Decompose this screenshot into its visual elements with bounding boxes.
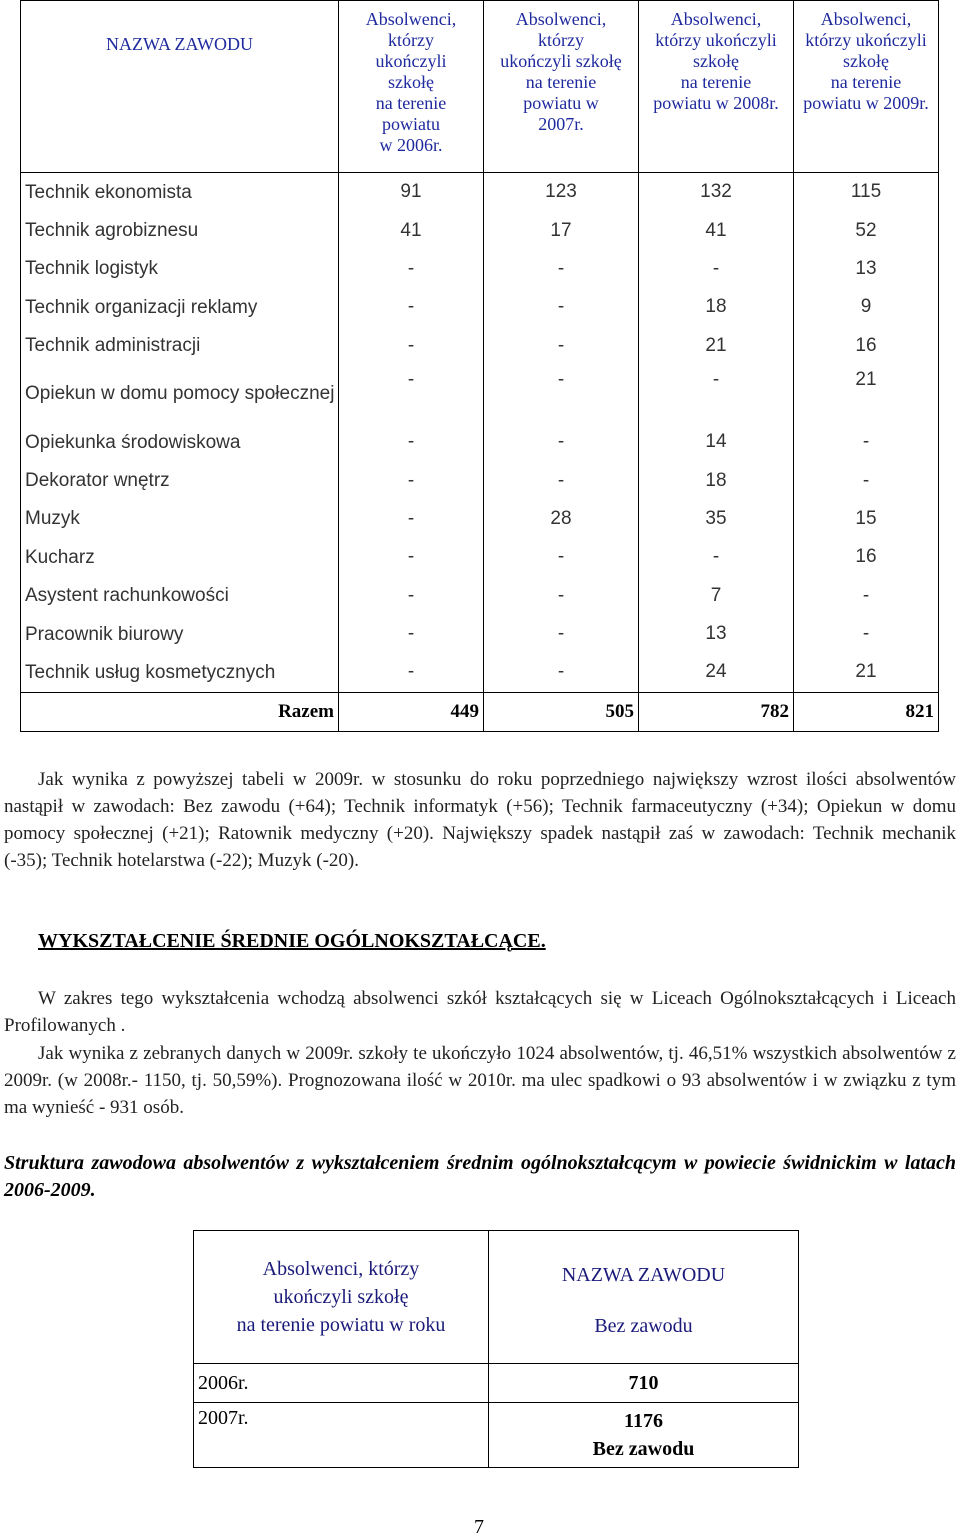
value-cell: 710 [489, 1364, 799, 1403]
value-cell: 13 [639, 615, 794, 653]
value-cell: 18 [639, 288, 794, 326]
value-cell: - [339, 365, 484, 423]
table-row [21, 538, 939, 576]
value-cell: - [339, 423, 484, 461]
profession-name: Technik usług kosmetycznych [21, 653, 339, 692]
page-number: 7 [474, 1516, 484, 1538]
header-year: Absolwenci, którzy ukończyli szkołę na terenie powiatu w roku [194, 1231, 489, 1364]
value-cell: - [639, 538, 794, 576]
value-cell: - [484, 461, 639, 499]
value-cell: 123 [484, 173, 639, 212]
header-profession: NAZWA ZAWODU [21, 1, 339, 173]
table-row [21, 500, 939, 538]
year-cell: 2006r. [194, 1364, 489, 1403]
value-cell: 14 [639, 423, 794, 461]
profession-name: Opiekunka środowiskowa [21, 423, 339, 461]
value-cell: 16 [794, 327, 939, 365]
table-row [21, 211, 939, 249]
profession-name: Technik administracji [21, 327, 339, 365]
table-row [21, 615, 939, 653]
value-cell: 24 [639, 653, 794, 692]
value-cell: - [339, 288, 484, 326]
value-cell: - [794, 461, 939, 499]
value-cell: 41 [339, 211, 484, 249]
table-row [194, 1403, 799, 1468]
value-cell: - [639, 250, 794, 288]
table-row [21, 461, 939, 499]
value-cell: 52 [794, 211, 939, 249]
value-cell: - [339, 615, 484, 653]
value-cell: 21 [794, 365, 939, 423]
profession-name: Technik ekonomista [21, 173, 339, 212]
value-cell: - [794, 423, 939, 461]
value-cell: - [339, 538, 484, 576]
value-cell: - [484, 538, 639, 576]
value-cell: - [794, 577, 939, 615]
value-cell: 1176 Bez zawodu [489, 1403, 799, 1468]
value-cell: - [339, 461, 484, 499]
value-cell: - [484, 288, 639, 326]
value-cell: 91 [339, 173, 484, 212]
table-row [194, 1364, 799, 1403]
value-cell: 16 [794, 538, 939, 576]
table-row [21, 365, 939, 423]
value-cell: 21 [639, 327, 794, 365]
general-education-table [193, 1230, 799, 1468]
value-cell: - [484, 615, 639, 653]
value-cell: 7 [639, 577, 794, 615]
value-cell: - [794, 615, 939, 653]
value-cell: - [484, 653, 639, 692]
profession-name: Dekorator wnętrz [21, 461, 339, 499]
total-label: Razem [21, 692, 339, 731]
profession-name: Kucharz [21, 538, 339, 576]
table-row [21, 327, 939, 365]
section-heading: WYKSZTAŁCENIE ŚREDNIE OGÓLNOKSZTAŁCĄCE. [38, 930, 546, 952]
table-row [21, 288, 939, 326]
structure-title: Struktura zawodowa absolwentów z wykształceniem średnim ogólnokształcącym w powiecie świdnickim w latach 2006-2009. [4, 1152, 956, 1201]
value-cell: - [339, 327, 484, 365]
value-cell: 9 [794, 288, 939, 326]
table-header-row [194, 1231, 799, 1364]
total-value: 782 [639, 692, 794, 731]
profession-name: Muzyk [21, 500, 339, 538]
header-col: Absolwenci, którzy ukończyli szkołę na terenie powiatu w 2009r. [794, 1, 939, 173]
analysis-paragraph: Jak wynika z powyższej tabeli w 2009r. w stosunku do roku poprzedniego największy wzrost ilości absolwentów nastąpił w zawodach: Bez zawodu (+64); Technik informatyk (+56); Technik farmaceutyczny (+34); Opiekun w domu pomocy społecznej (+21); Ratownik medyczny (+20). Największy spadek nastąpił zaś w zawodach: Technik mechanik (-35); Technik hotelarstwa (-22); Muzyk (-20). [4, 769, 956, 871]
total-value: 449 [339, 692, 484, 731]
value-cell: 41 [639, 211, 794, 249]
profession-name: Technik organizacji reklamy [21, 288, 339, 326]
table-row [21, 250, 939, 288]
profession-name: Technik agrobiznesu [21, 211, 339, 249]
profession-name: Pracownik biurowy [21, 615, 339, 653]
value-cell: - [339, 250, 484, 288]
value-cell: 17 [484, 211, 639, 249]
value-cell: - [484, 577, 639, 615]
header-subtitle: Bez zawodu [594, 1315, 693, 1337]
graduates-table [20, 0, 939, 732]
table-header-row [21, 1, 939, 173]
profession-name: Asystent rachunkowości [21, 577, 339, 615]
data-paragraph: Jak wynika z zebranych danych w 2009r. szkoły te ukończyło 1024 absolwentów, tj. 46,51% wszystkich absolwentów z 2009r. (w 2008r.- 1150, tj. 50,59%). Prognozowana ilość w 2010r. ma ulec spadkowi o 93 absolwentów i w związku z tym ma wynieść - 931 osób. [4, 1043, 956, 1118]
value-cell: 13 [794, 250, 939, 288]
header-profession: NAZWA ZAWODU Bez zawodu [489, 1231, 799, 1364]
value-cell: - [339, 653, 484, 692]
value-cell: - [339, 500, 484, 538]
value-cell: 21 [794, 653, 939, 692]
table-row [21, 577, 939, 615]
table-row [21, 173, 939, 212]
value-cell: 132 [639, 173, 794, 212]
table-row [21, 423, 939, 461]
value-cell: - [339, 577, 484, 615]
profession-name: Technik logistyk [21, 250, 339, 288]
profession-name: Opiekun w domu pomocy społecznej [21, 365, 339, 423]
value-cell: 28 [484, 500, 639, 538]
intro-paragraph: W zakres tego wykształcenia wchodzą absolwenci szkół kształcących się w Liceach Ogólnokształcących i Liceach Profilowanych . [4, 988, 956, 1036]
total-value: 505 [484, 692, 639, 731]
value-cell: 15 [794, 500, 939, 538]
total-value: 821 [794, 692, 939, 731]
header-col: Absolwenci, którzy ukończyli szkołę na terenie powiatu w 2006r. [339, 1, 484, 173]
year-cell: 2007r. [194, 1403, 489, 1468]
header-col: Absolwenci, którzy ukończyli szkołę na terenie powiatu w 2008r. [639, 1, 794, 173]
value-cell: - [484, 250, 639, 288]
value-cell: 35 [639, 500, 794, 538]
table-row [21, 653, 939, 692]
value-cell: - [484, 365, 639, 423]
value-cell: - [639, 365, 794, 423]
value-cell: 115 [794, 173, 939, 212]
value-cell: - [484, 327, 639, 365]
header-col: Absolwenci, którzy ukończyli szkołę na terenie powiatu w 2007r. [484, 1, 639, 173]
value-cell: 18 [639, 461, 794, 499]
value-cell: - [484, 423, 639, 461]
total-row [21, 692, 939, 731]
